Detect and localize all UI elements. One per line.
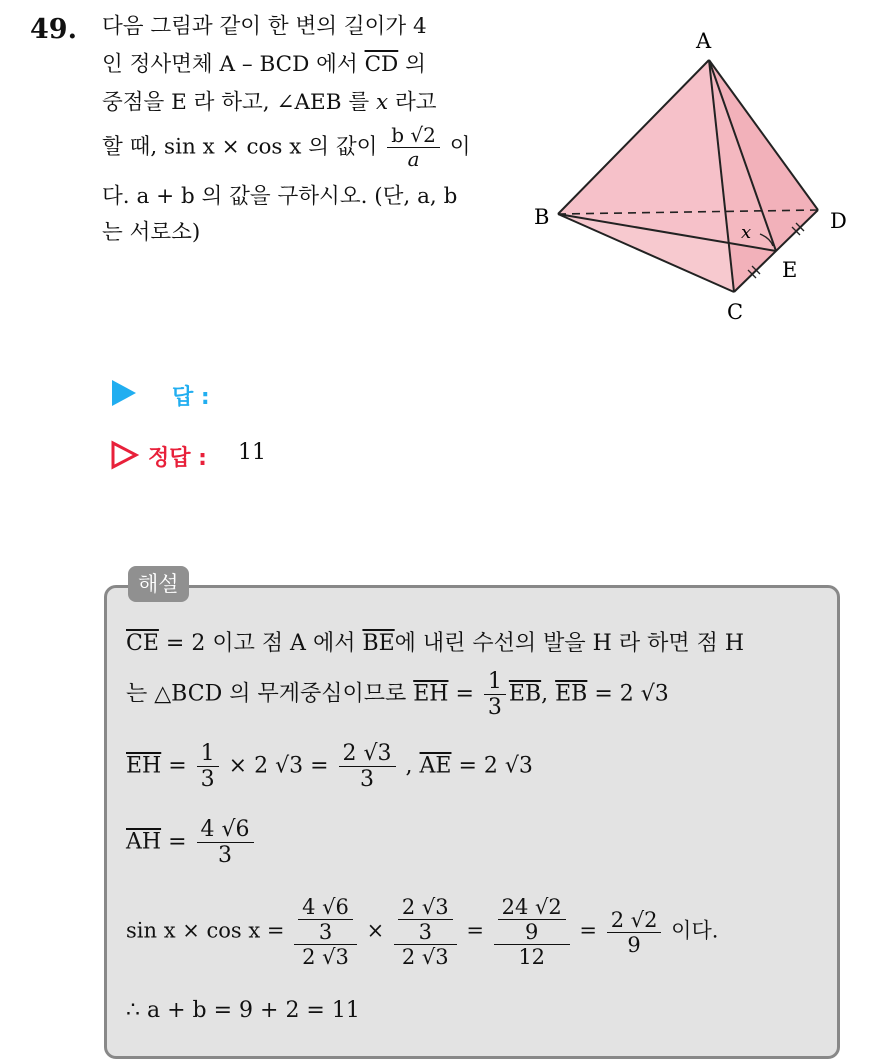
label-b: B xyxy=(534,205,550,229)
tetrahedron-figure xyxy=(520,20,860,330)
label-e: E xyxy=(782,258,798,282)
question-line: 할 때, sin x × cos x 의 값이 $\frac{b √2}{a}$ 이 xyxy=(102,123,471,171)
solution-tag: 해설 xyxy=(128,566,189,602)
question-line: 인 정사면체 A – BCD 에서 $\overline{CD}$ 의 xyxy=(102,52,426,77)
answer-label: 답 : xyxy=(172,385,210,410)
label-d: D xyxy=(830,209,847,233)
compound-fraction: $\frac{\frac{4 √6}{3}}{2 √3}$ xyxy=(294,896,357,968)
segment-cd: $\overline{CD}$ xyxy=(364,52,399,77)
solution-line: 는 △BCD 의 무게중심이므로 $\overline{EH}$ = $\frac{1}{3}$ $\overline{EB}$, $\overline{EB} = 2$ √3 xyxy=(126,669,669,721)
compound-fraction: $\frac{\frac{24 √2}{9}}{12}$ xyxy=(494,896,570,968)
solution-line: $\overline{EH}$ = $\frac{1}{3}$ × 2 √3 = $\frac{2 √3}{3}$ , $\overline{AE} = 2$ √3 xyxy=(126,741,533,793)
fraction: $\frac{1}{3}$ xyxy=(197,742,219,791)
question-line: 는 서로소) xyxy=(102,220,201,245)
question-line: 다음 그림과 같이 한 변의 길이가 4 xyxy=(102,14,427,39)
question-line: 중점을 E 라 하고, ∠AEB 를 x 라고 xyxy=(102,90,437,115)
solution-line: $\overline{CE} = 2$ 이고 점 A 에서 $\overline{BE}$에 내린 수선의 발을 H 라 하면 점 H xyxy=(126,631,745,656)
fraction: $\frac{b √2}{a}$ xyxy=(387,125,440,170)
fraction: $\frac{2 √2}{9}$ xyxy=(607,909,662,956)
label-a: A xyxy=(696,29,712,53)
fraction: $\frac{1}{3}$ xyxy=(484,670,506,719)
question-line: 다. a + b 의 값을 구하시오. (단, a, b xyxy=(102,184,458,209)
solution-line: ∴ a + b = 9 + 2 = 11 xyxy=(126,998,360,1023)
correct-arrow-icon xyxy=(110,440,140,470)
answer-arrow-icon xyxy=(112,380,136,406)
fraction: $\frac{2 √3}{3}$ xyxy=(339,742,396,791)
question-number: 49. xyxy=(30,14,77,45)
fraction: $\frac{4 √6}{3}$ xyxy=(197,818,254,867)
correct-value: 11 xyxy=(238,440,266,465)
solution-line: sin x × cos x = $\frac{\frac{4 √6}{3}}{2 √3}$ × $\frac{\frac{2 √3}{3}}{2 √3}$ = $\frac{\frac{24 √2}{9}}{12}$ = $\frac{2 √2}{9}$ 이다. xyxy=(126,895,719,970)
label-c: C xyxy=(727,300,744,324)
solution-line: $\overline{AH}$ = $\frac{4 √6}{3}$ xyxy=(126,818,257,867)
correct-label: 정답 : xyxy=(148,446,207,471)
compound-fraction: $\frac{\frac{2 √3}{3}}{2 √3}$ xyxy=(394,896,457,968)
label-x: x xyxy=(741,222,752,243)
